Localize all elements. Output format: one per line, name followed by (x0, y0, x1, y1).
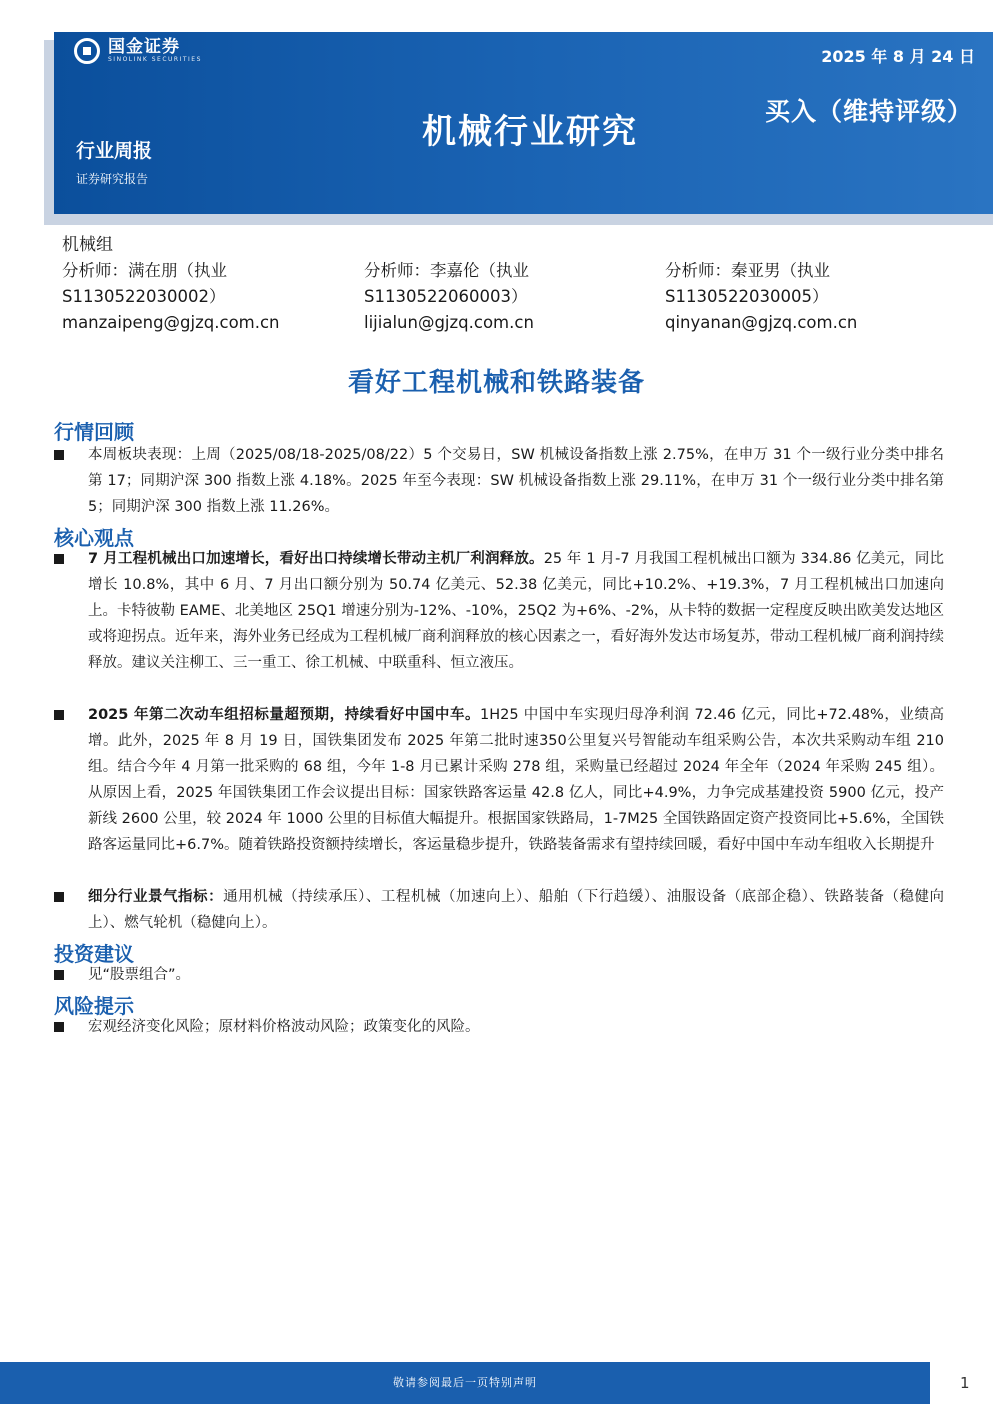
list-item (54, 546, 944, 676)
bullet-lead: 细分行业景气指标： (88, 889, 224, 905)
analyst-email[interactable]: manzaipeng@gjzq.com.cn (62, 313, 280, 332)
bullet-icon (54, 970, 64, 980)
company-logo (74, 38, 202, 64)
bullet-icon (54, 1022, 64, 1032)
bullet-lead: 7 月工程机械出口加速增长，看好出口持续增长带动主机厂利润释放。 (88, 551, 544, 567)
analyst-cert: S1130522030005） (665, 287, 829, 306)
list-item (54, 442, 944, 520)
page-number: 1 (960, 1374, 970, 1392)
bullet-text: 1H25 中国中车实现归母净利润 72.46 亿元，同比+72.48%，业绩高增。此外，2025 年 8 月 19 日，国铁集团发布 2025 年第二批时速350公里复兴号智能动车组采购公告，本次共采购动车组 210 组。结合今年 4 月第一批采购的 68 组，今年 1-8 月已累计采购 278 组，采购量已经超过 2024 年全年（2024 年采购 245 组）。从原因上看，2025 年国铁集团工作会议提出目标：国家铁路客运量 42.8 亿人，同比+4.9%，力争完成基建投资 5900 亿元，投产新线 2600 公里，较 2024 年 1000 公里的目标值大幅提升。根据国家铁路局，1-7M25 全国铁路固定资产投资同比+5.6%，全国铁路客运量同比+6.7%。随着铁路投资额持续增长，客运量稳步提升，铁路装备需求有望持续回暖，看好中国中车动车组收入长期提升 (88, 707, 944, 853)
analyst-name: 分析师：满在朋（执业 (62, 261, 227, 280)
logo-name-en: SINOLINK SECURITIES (108, 56, 202, 63)
analyst-group: 机械组 (62, 235, 113, 255)
rating: 买入（维持评级） (764, 97, 973, 126)
bullet-text: 25 年 1 月-7 月我国工程机械出口额为 334.86 亿美元，同比增长 10.8%，其中 6 月、7 月出口额分别为 50.74 亿美元、52.38 亿美元，同比+10.2%、+19.3%，7 月工程机械出口加速向上。卡特彼勒 EAME、北美地区 25Q1 增速分别为-12%、-10%，25Q2 为+6%、-2%，从卡特的数据一定程度反映出欧美发达地区或将迎拐点。近年来，海外业务已经成为工程机械厂商利润释放的核心因素之一，看好海外发达市场复苏，带动工程机械厂商利润持续释放。建议关注柳工、三一重工、徐工机械、中联重科、恒立液压。 (88, 551, 944, 671)
logo-icon (74, 38, 100, 64)
analyst-cert: S1130522060003） (364, 287, 528, 306)
bullet-text: 宏观经济变化风险；原材料价格波动风险；政策变化的风险。 (88, 1019, 480, 1035)
report-date: 2025 年 8 月 24 日 (821, 47, 975, 66)
bullet-icon (54, 892, 64, 902)
bullet-icon (54, 554, 64, 564)
report-type: 行业周报 (76, 140, 153, 162)
bullet-text: 本周板块表现：上周（2025/08/18-2025/08/22）5 个交易日，SW 机械设备指数上涨 2.75%，在申万 31 个一级行业分类中排名第 17；同期沪深 300 指数上涨 4.18%。2025 年至今表现：SW 机械设备指数上涨 29.11%，在申万 31 个一级行业分类中排名第 5；同期沪深 300 指数上涨 11.26%。 (88, 447, 944, 515)
bullet-text: 见“股票组合”。 (88, 967, 191, 983)
analyst-email[interactable]: lijialun@gjzq.com.cn (364, 313, 534, 332)
logo-name-cn: 国金证券 (108, 37, 180, 57)
section-title-investment: 投资建议 (54, 942, 134, 966)
analyst-2 (364, 258, 534, 336)
report-header (54, 32, 993, 214)
analyst-1 (62, 258, 280, 336)
section-title-core-views: 核心观点 (54, 526, 134, 550)
section-title-risk: 风险提示 (54, 994, 134, 1018)
analyst-name: 分析师：李嘉伦（执业 (364, 261, 529, 280)
bullet-lead: 2025 年第二次动车组招标量超预期，持续看好中国中车。 (88, 707, 481, 723)
list-item (54, 962, 944, 988)
bullet-icon (54, 450, 64, 460)
list-item (54, 1014, 944, 1040)
footer-disclaimer: 敬请参阅最后一页特别声明 (393, 1376, 537, 1389)
section-title-market-review: 行情回顾 (54, 420, 134, 444)
report-subtitle: 证券研究报告 (76, 172, 149, 186)
bullet-text: 通用机械（持续承压）、工程机械（加速向上）、船舶（下行趋缓）、油服设备（底部企稳）、铁路装备（稳健向上）、燃气轮机（稳健向上）。 (88, 889, 944, 931)
analyst-name: 分析师：秦亚男（执业 (665, 261, 830, 280)
report-title: 机械行业研究 (422, 112, 638, 152)
analyst-cert: S1130522030002） (62, 287, 226, 306)
bullet-icon (54, 710, 64, 720)
analyst-email[interactable]: qinyanan@gjzq.com.cn (665, 313, 858, 332)
list-item (54, 884, 944, 936)
report-headline: 看好工程机械和铁路装备 (347, 368, 645, 398)
list-item (54, 702, 944, 858)
analyst-3 (665, 258, 857, 336)
